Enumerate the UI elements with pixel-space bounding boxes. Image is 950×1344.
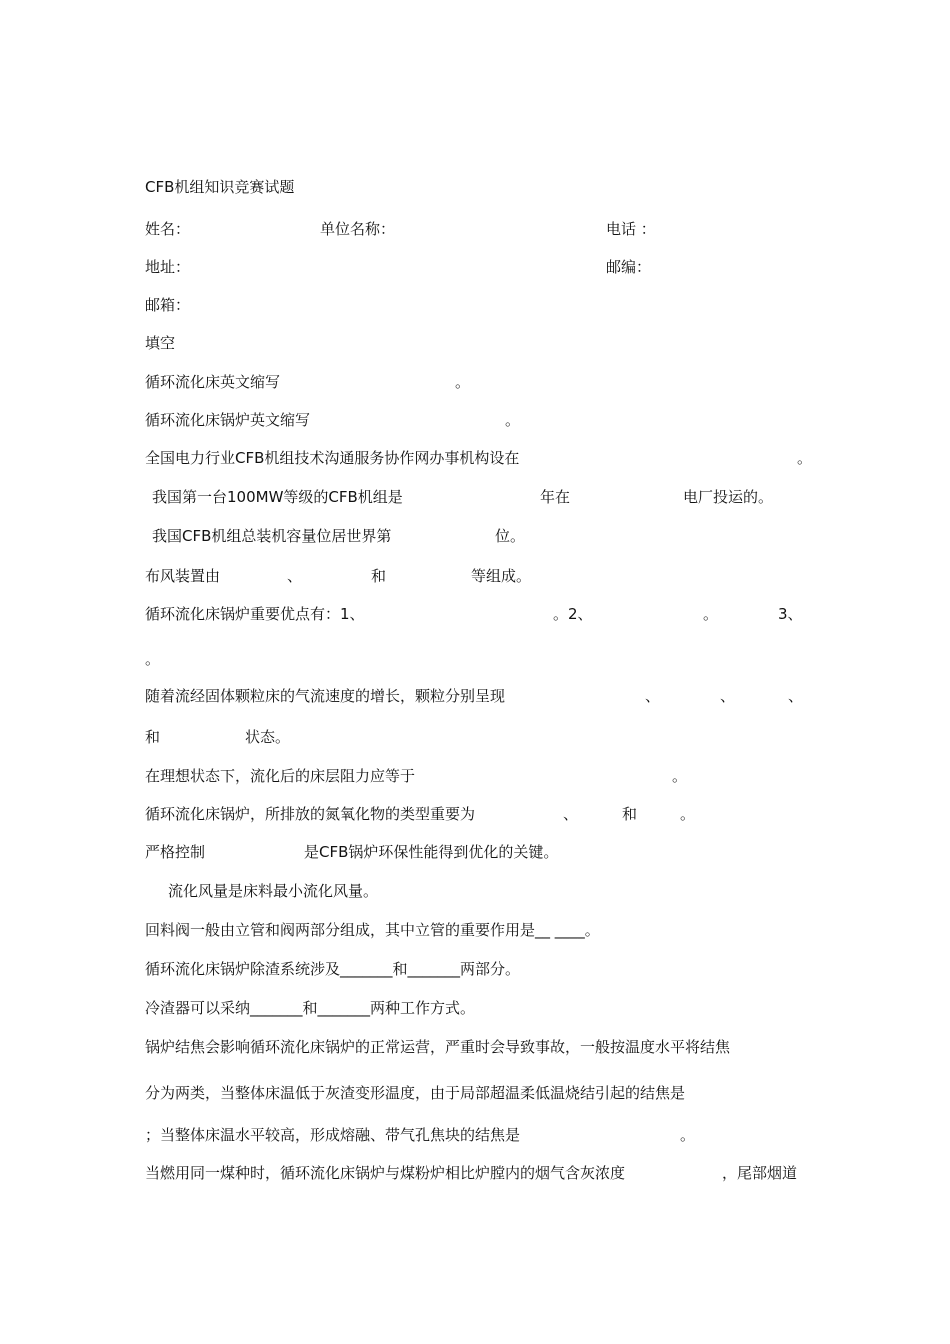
question-16-end: 。 (680, 1126, 696, 1144)
question-17: 当燃用同一煤种时，循环流化床锅炉与煤粉炉相比炉膛内的烟气含灰浓度 (145, 1164, 626, 1182)
question-9: 在理想状态下，流化后的床层阻力应等于 (145, 767, 416, 785)
question-14: 循环流化床锅炉除渣系统涉及_______和_______两部分。 (145, 960, 521, 978)
question-15: 冷渣器可以采纳_______和_______两种工作方式。 (145, 999, 476, 1017)
question-2: 循环流化床锅炉英文缩写 (145, 411, 311, 429)
question-2-end: 。 (505, 411, 521, 429)
question-5: 我国CFB机组总装机容量位居世界第 (152, 527, 392, 545)
question-16-line2: 分为两类，当整体床温低于灰渣变形温度，由于局部超温柔低温烧结引起的结焦是 (145, 1084, 686, 1102)
question-5-end: 位。 (495, 527, 526, 545)
question-10-end: 。 (680, 805, 696, 823)
question-1: 循环流化床英文缩写 (145, 373, 281, 391)
question-9-end: 。 (672, 767, 688, 785)
question-4-year: 年在 (540, 488, 571, 506)
question-8-sep1: 、 (645, 687, 661, 705)
question-3-end: 。 (797, 449, 813, 467)
question-10-and: 和 (622, 805, 638, 823)
question-17-end: ，尾部烟道 (722, 1164, 798, 1182)
question-6: 布风装置由 (145, 567, 221, 585)
question-7-item3: 3、 (778, 605, 803, 623)
question-7-sep: 。 (703, 605, 719, 623)
question-4-end: 电厂投运的。 (683, 488, 774, 506)
question-8-and: 和 (145, 728, 161, 746)
unit-label: 单位名称： (320, 220, 396, 238)
postcode-label: 邮编： (606, 258, 652, 276)
question-7: 循环流化床锅炉重要优点有：1、 (145, 605, 365, 623)
question-8-sep3: 、 (788, 687, 804, 705)
question-16: 锅炉结焦会影响循环流化床锅炉的正常运营，严重时会导致事故，一般按温度水平将结焦 (145, 1038, 731, 1056)
question-16-line3: ；当整体床温水平较高，形成熔融、带气孔焦块的结焦是 (145, 1126, 521, 1144)
question-7-end: 。 (145, 650, 161, 668)
question-11-end: 是CFB锅炉环保性能得到优化的关键。 (304, 843, 559, 861)
question-7-item2: 。2、 (553, 605, 593, 623)
page-title: CFB机组知识竞赛试题 (145, 178, 295, 196)
question-11: 严格控制 (145, 843, 206, 861)
question-8-sep2: 、 (720, 687, 736, 705)
question-10: 循环流化床锅炉，所排放的氮氧化物的类型重要为 (145, 805, 476, 823)
question-8: 随着流经固体颗粒床的气流速度的增长，颗粒分别呈现 (145, 687, 506, 705)
question-6-and: 和 (371, 567, 387, 585)
email-label: 邮箱： (145, 296, 191, 314)
question-4: 我国第一台100MW等级的CFB机组是 (152, 488, 403, 506)
phone-label: 电话 ： (606, 220, 656, 238)
question-12: 流化风量是床料最小流化风量。 (168, 882, 379, 900)
section-heading: 填空 (145, 334, 176, 352)
question-8-end: 状态。 (245, 728, 291, 746)
question-1-end: 。 (455, 373, 471, 391)
question-6-sep1: 、 (287, 567, 303, 585)
name-label: 姓名： (145, 220, 191, 238)
question-3: 全国电力行业CFB机组技术沟通服务协作网办事机构设在 (145, 449, 520, 467)
address-label: 地址： (145, 258, 191, 276)
question-10-sep: 、 (563, 805, 579, 823)
question-6-end: 等组成。 (471, 567, 532, 585)
question-13: 回料阀一般由立管和阀两部分组成，其中立管的重要作用是__ ____。 (145, 921, 600, 939)
